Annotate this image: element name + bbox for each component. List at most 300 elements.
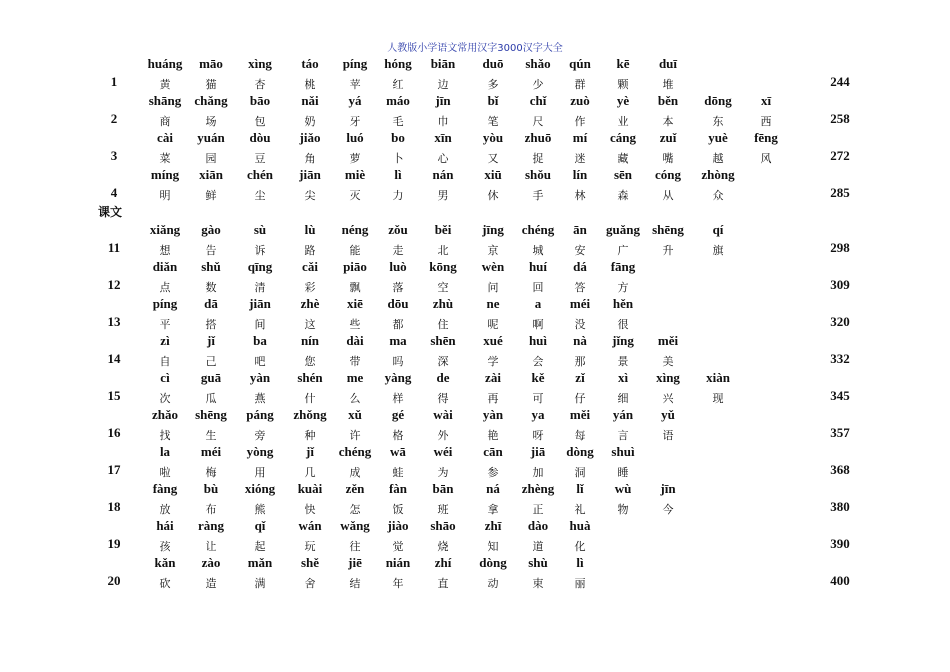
lesson-number: 11 <box>107 240 121 255</box>
pinyin: bān <box>432 481 454 496</box>
pinyin: méi <box>200 444 222 459</box>
hanzi: 藏 <box>617 152 629 165</box>
character-cell <box>373 480 423 518</box>
hanzi: 升 <box>662 244 674 257</box>
hanzi: 满 <box>254 577 266 590</box>
hanzi: 园 <box>205 152 217 165</box>
hanzi: 尺 <box>532 115 544 128</box>
pinyin: xìng <box>248 56 272 71</box>
character-cell <box>418 258 468 296</box>
pinyin: huì <box>528 333 548 348</box>
hanzi: 尘 <box>254 189 266 202</box>
pinyin: kǎn <box>154 555 176 570</box>
character-cell <box>418 480 468 518</box>
hanzi: 道 <box>532 540 544 553</box>
pinyin: nín <box>300 333 320 348</box>
pinyin: fàn <box>388 481 408 496</box>
character-cell <box>140 258 190 296</box>
lesson-number: 18 <box>107 499 121 514</box>
hanzi: 吧 <box>254 355 266 368</box>
hanzi: 诉 <box>254 244 266 257</box>
hanzi: 梅 <box>205 466 217 479</box>
character-cell <box>418 517 468 555</box>
character-cell <box>186 517 236 555</box>
hanzi: 卜 <box>392 152 404 165</box>
pinyin: yǔ <box>661 407 675 422</box>
character-cell <box>186 443 236 481</box>
character-cell <box>285 554 335 592</box>
hanzi: 数 <box>205 281 217 294</box>
character-cell <box>418 554 468 592</box>
hanzi: 尖 <box>304 189 316 202</box>
hanzi: 走 <box>392 244 404 257</box>
character-cell <box>468 166 518 204</box>
lesson-row <box>0 129 950 167</box>
pinyin: shāo <box>430 518 456 533</box>
pinyin: ne <box>486 296 500 311</box>
hanzi: 告 <box>205 244 217 257</box>
pinyin: chǐ <box>529 93 547 108</box>
character-cell <box>235 129 285 167</box>
character-cell <box>418 55 468 93</box>
hanzi: 再 <box>487 392 499 405</box>
character-cell <box>643 166 693 204</box>
character-cell <box>468 295 518 333</box>
hanzi: 风 <box>760 152 772 165</box>
hanzi: 笔 <box>487 115 499 128</box>
hanzi: 会 <box>532 355 544 368</box>
character-cell <box>418 443 468 481</box>
character-cell <box>643 480 693 518</box>
character-cell <box>186 55 236 93</box>
pinyin: zì <box>160 333 170 348</box>
character-cell <box>235 221 285 259</box>
pinyin: yàn <box>249 370 271 385</box>
lesson-number: 13 <box>107 314 121 329</box>
pinyin: zhòng <box>701 167 735 182</box>
lesson-row <box>0 258 950 296</box>
character-cell <box>693 166 743 204</box>
hanzi: 让 <box>205 540 217 553</box>
hanzi: 答 <box>574 281 586 294</box>
pinyin: jīng <box>482 222 504 237</box>
character-cell <box>235 166 285 204</box>
pinyin: lù <box>304 222 316 237</box>
character-cell <box>140 443 190 481</box>
hanzi: 安 <box>574 244 586 257</box>
character-cell <box>373 258 423 296</box>
character-cell <box>235 295 285 333</box>
lesson-row <box>0 55 950 93</box>
character-cell <box>285 332 335 370</box>
pinyin: píng <box>342 56 368 71</box>
hanzi: 问 <box>487 281 499 294</box>
pinyin: cáng <box>610 130 636 145</box>
character-cell <box>285 92 335 130</box>
hanzi: 许 <box>349 429 361 442</box>
hanzi: 路 <box>304 244 316 257</box>
character-cell <box>373 554 423 592</box>
pinyin: zhuō <box>524 130 552 145</box>
cumulative-count: 390 <box>830 536 850 551</box>
pinyin: diǎn <box>152 259 178 274</box>
pinyin: dòu <box>249 130 271 145</box>
pinyin: hěn <box>612 296 634 311</box>
hanzi: 瓜 <box>205 392 217 405</box>
hanzi: 玩 <box>304 540 316 553</box>
pinyin: duō <box>482 56 504 71</box>
pinyin: sēn <box>613 167 633 182</box>
pinyin: xué <box>483 333 503 348</box>
hanzi: 学 <box>487 355 499 368</box>
pinyin: zhù <box>432 296 454 311</box>
hanzi: 巾 <box>437 115 449 128</box>
hanzi: 直 <box>437 577 449 590</box>
pinyin: miè <box>344 167 366 182</box>
character-cell <box>186 480 236 518</box>
hanzi: 住 <box>437 318 449 331</box>
cumulative-count: 400 <box>830 573 850 588</box>
character-cell <box>693 221 743 259</box>
pinyin: nán <box>432 167 454 182</box>
pinyin: máo <box>386 93 410 108</box>
pinyin: yòng <box>246 444 274 459</box>
pinyin: huí <box>528 259 548 274</box>
hanzi: 嘴 <box>662 152 674 165</box>
hanzi: 手 <box>532 189 544 202</box>
hanzi: 得 <box>437 392 449 405</box>
pinyin: ma <box>389 333 407 348</box>
hanzi: 觉 <box>392 540 404 553</box>
character-cell <box>643 55 693 93</box>
hanzi: 苹 <box>349 78 361 91</box>
hanzi: 本 <box>662 115 674 128</box>
character-cell <box>140 55 190 93</box>
character-cell <box>285 221 335 259</box>
pinyin: běi <box>434 222 452 237</box>
hanzi: 森 <box>617 189 629 202</box>
hanzi: 吗 <box>392 355 404 368</box>
cumulative-count: 357 <box>830 425 850 440</box>
lesson-row <box>0 92 950 130</box>
pinyin: chéng <box>521 222 555 237</box>
hanzi: 己 <box>205 355 217 368</box>
character-cell <box>555 554 605 592</box>
hanzi: 布 <box>205 503 217 516</box>
hanzi: 众 <box>712 189 724 202</box>
character-cell <box>235 332 285 370</box>
pinyin: wèn <box>481 259 505 274</box>
hanzi: 结 <box>349 577 361 590</box>
pinyin: jiā <box>530 444 546 459</box>
pinyin: shēng <box>195 407 227 422</box>
character-cell <box>598 221 648 259</box>
pinyin: hóng <box>384 56 412 71</box>
pinyin: bāo <box>249 93 271 108</box>
pinyin: chén <box>247 167 273 182</box>
cumulative-count: 380 <box>830 499 850 514</box>
cumulative-count: 272 <box>830 148 850 163</box>
pinyin: māo <box>199 56 223 71</box>
lesson-row <box>0 221 950 259</box>
hanzi: 捉 <box>532 152 544 165</box>
hanzi: 细 <box>617 392 629 405</box>
hanzi: 空 <box>437 281 449 294</box>
hanzi: 回 <box>532 281 544 294</box>
hanzi: 毛 <box>392 115 404 128</box>
pinyin: kuài <box>297 481 323 496</box>
hanzi: 能 <box>349 244 361 257</box>
hanzi: 快 <box>304 503 316 516</box>
pinyin: shǒu <box>524 167 552 182</box>
pinyin: xiàn <box>706 370 730 385</box>
pinyin: néng <box>341 222 369 237</box>
character-cell <box>186 332 236 370</box>
hanzi: 礼 <box>574 503 586 516</box>
pinyin: guǎng <box>606 222 640 237</box>
character-cell <box>741 92 791 130</box>
hanzi: 商 <box>159 115 171 128</box>
character-cell <box>468 221 518 259</box>
pinyin: zhǎo <box>152 407 178 422</box>
character-cell <box>140 166 190 204</box>
pinyin: shēn <box>430 333 456 348</box>
pinyin: zǐ <box>575 370 585 385</box>
pinyin: yuè <box>708 130 728 145</box>
hanzi: 菜 <box>159 152 171 165</box>
character-cell <box>468 480 518 518</box>
hanzi: 休 <box>487 189 499 202</box>
character-cell <box>285 295 335 333</box>
hanzi: 方 <box>617 281 629 294</box>
pinyin: jiē <box>348 555 362 570</box>
pinyin: jiān <box>299 167 321 182</box>
hanzi: 豆 <box>254 152 266 165</box>
pinyin: běn <box>657 93 679 108</box>
hanzi: 找 <box>159 429 171 442</box>
character-cell <box>643 369 693 407</box>
lesson-row <box>0 517 950 555</box>
hanzi: 什 <box>304 392 316 405</box>
hanzi: 您 <box>304 355 316 368</box>
pinyin: kē <box>616 56 630 71</box>
character-cell <box>373 166 423 204</box>
character-cell <box>468 55 518 93</box>
pinyin: qǐ <box>254 518 266 533</box>
character-cell <box>418 166 468 204</box>
lesson-row <box>0 406 950 444</box>
pinyin: jǐ <box>207 333 215 348</box>
character-cell <box>468 406 518 444</box>
character-cell <box>598 480 648 518</box>
hanzi: 林 <box>574 189 586 202</box>
hanzi: 群 <box>574 78 586 91</box>
hanzi: 少 <box>532 78 544 91</box>
pinyin: dōu <box>387 296 409 311</box>
hanzi: 现 <box>712 392 724 405</box>
hanzi: 北 <box>437 244 449 257</box>
pinyin: cān <box>483 444 503 459</box>
character-cell <box>186 406 236 444</box>
hanzi: 多 <box>487 78 499 91</box>
hanzi: 动 <box>487 577 499 590</box>
cumulative-count: 309 <box>830 277 850 292</box>
hanzi: 年 <box>392 577 404 590</box>
pinyin: zhè <box>300 296 320 311</box>
character-cell <box>140 517 190 555</box>
character-cell <box>643 92 693 130</box>
pinyin: lín <box>572 167 588 182</box>
hanzi: 怎 <box>349 503 361 516</box>
hanzi: 今 <box>662 503 674 516</box>
pinyin: nà <box>573 333 587 348</box>
hanzi: 牙 <box>349 115 361 128</box>
cumulative-count: 258 <box>830 111 850 126</box>
character-cell <box>285 129 335 167</box>
lesson-row <box>0 166 950 204</box>
pinyin: yán <box>612 407 634 422</box>
character-cell <box>598 129 648 167</box>
pinyin: yàn <box>482 407 504 422</box>
pinyin: guā <box>200 370 222 385</box>
character-cell <box>373 55 423 93</box>
character-cell <box>235 406 285 444</box>
hanzi: 又 <box>487 152 499 165</box>
hanzi: 用 <box>254 466 266 479</box>
hanzi: 烧 <box>437 540 449 553</box>
character-cell <box>598 406 648 444</box>
character-cell <box>285 258 335 296</box>
hanzi: 束 <box>532 577 544 590</box>
character-cell <box>373 221 423 259</box>
hanzi: 次 <box>159 392 171 405</box>
hanzi: 想 <box>159 244 171 257</box>
hanzi: 旗 <box>712 244 724 257</box>
hanzi: 孩 <box>159 540 171 553</box>
character-cell <box>598 55 648 93</box>
pinyin: yuán <box>197 130 225 145</box>
pinyin: hái <box>156 518 174 533</box>
hanzi: 西 <box>760 115 772 128</box>
cumulative-count: 244 <box>830 74 850 89</box>
lesson-row <box>0 443 950 481</box>
character-cell <box>693 369 743 407</box>
pinyin: xiān <box>199 167 223 182</box>
lesson-row <box>0 480 950 518</box>
hanzi: 成 <box>349 466 361 479</box>
character-cell <box>373 295 423 333</box>
pinyin: píng <box>152 296 178 311</box>
pinyin: me <box>346 370 364 385</box>
hanzi: 外 <box>437 429 449 442</box>
hanzi: 种 <box>304 429 316 442</box>
character-cell <box>140 221 190 259</box>
hanzi: 么 <box>349 392 361 405</box>
lesson-number: 20 <box>107 573 121 588</box>
pinyin: fàng <box>152 481 178 496</box>
hanzi: 物 <box>617 503 629 516</box>
hanzi: 可 <box>532 392 544 405</box>
character-cell <box>285 369 335 407</box>
character-cell <box>285 480 335 518</box>
pinyin: shuì <box>611 444 635 459</box>
hanzi: 参 <box>487 466 499 479</box>
pinyin: jiǎo <box>299 130 321 145</box>
hanzi: 洞 <box>574 466 586 479</box>
pinyin: kōng <box>429 259 457 274</box>
pinyin: luò <box>389 259 407 274</box>
pinyin: xì <box>617 370 629 385</box>
cumulative-count: 368 <box>830 462 850 477</box>
hanzi: 越 <box>712 152 724 165</box>
pinyin: jǐng <box>612 333 634 348</box>
pinyin: méi <box>569 296 591 311</box>
hanzi: 饭 <box>392 503 404 516</box>
pinyin: biān <box>430 56 456 71</box>
hanzi: 红 <box>392 78 404 91</box>
pinyin: shǔ <box>201 259 221 274</box>
pinyin: shǎo <box>525 56 551 71</box>
hanzi: 拿 <box>487 503 499 516</box>
pinyin: zǒu <box>388 222 408 237</box>
character-cell <box>598 369 648 407</box>
hanzi: 放 <box>159 503 171 516</box>
hanzi: 往 <box>349 540 361 553</box>
character-cell <box>235 517 285 555</box>
character-cell <box>235 92 285 130</box>
pinyin: měi <box>657 333 679 348</box>
hanzi: 迷 <box>574 152 586 165</box>
hanzi: 正 <box>532 503 544 516</box>
lesson-number: 15 <box>107 388 121 403</box>
character-cell <box>468 258 518 296</box>
pinyin: cì <box>160 370 170 385</box>
hanzi: 那 <box>574 355 586 368</box>
page-title: 人教版小学语文常用汉字3000汉字大全 <box>387 43 563 54</box>
cumulative-count: 298 <box>830 240 850 255</box>
pinyin: shāng <box>148 93 182 108</box>
character-cell <box>373 369 423 407</box>
character-cell <box>373 517 423 555</box>
pinyin: a <box>534 296 542 311</box>
character-cell <box>373 129 423 167</box>
character-cell <box>693 129 743 167</box>
lesson-number: 14 <box>107 351 121 366</box>
character-cell <box>418 332 468 370</box>
hanzi: 平 <box>159 318 171 331</box>
pinyin: zěn <box>345 481 365 496</box>
hanzi: 间 <box>254 318 266 331</box>
hanzi: 格 <box>392 429 404 442</box>
hanzi: 舍 <box>304 577 316 590</box>
character-cell <box>468 332 518 370</box>
character-cell <box>186 258 236 296</box>
hanzi: 包 <box>254 115 266 128</box>
pinyin: dòng <box>566 444 594 459</box>
character-cell <box>186 554 236 592</box>
pinyin: de <box>436 370 450 385</box>
character-cell <box>468 554 518 592</box>
character-cell <box>643 332 693 370</box>
pinyin: zhèng <box>521 481 555 496</box>
lesson-number: 4 <box>110 185 118 200</box>
pinyin: bo <box>391 130 405 145</box>
hanzi: 没 <box>574 318 586 331</box>
pinyin: nián <box>385 555 411 570</box>
hanzi: 边 <box>437 78 449 91</box>
hanzi: 砍 <box>159 577 171 590</box>
pinyin: la <box>159 444 171 459</box>
